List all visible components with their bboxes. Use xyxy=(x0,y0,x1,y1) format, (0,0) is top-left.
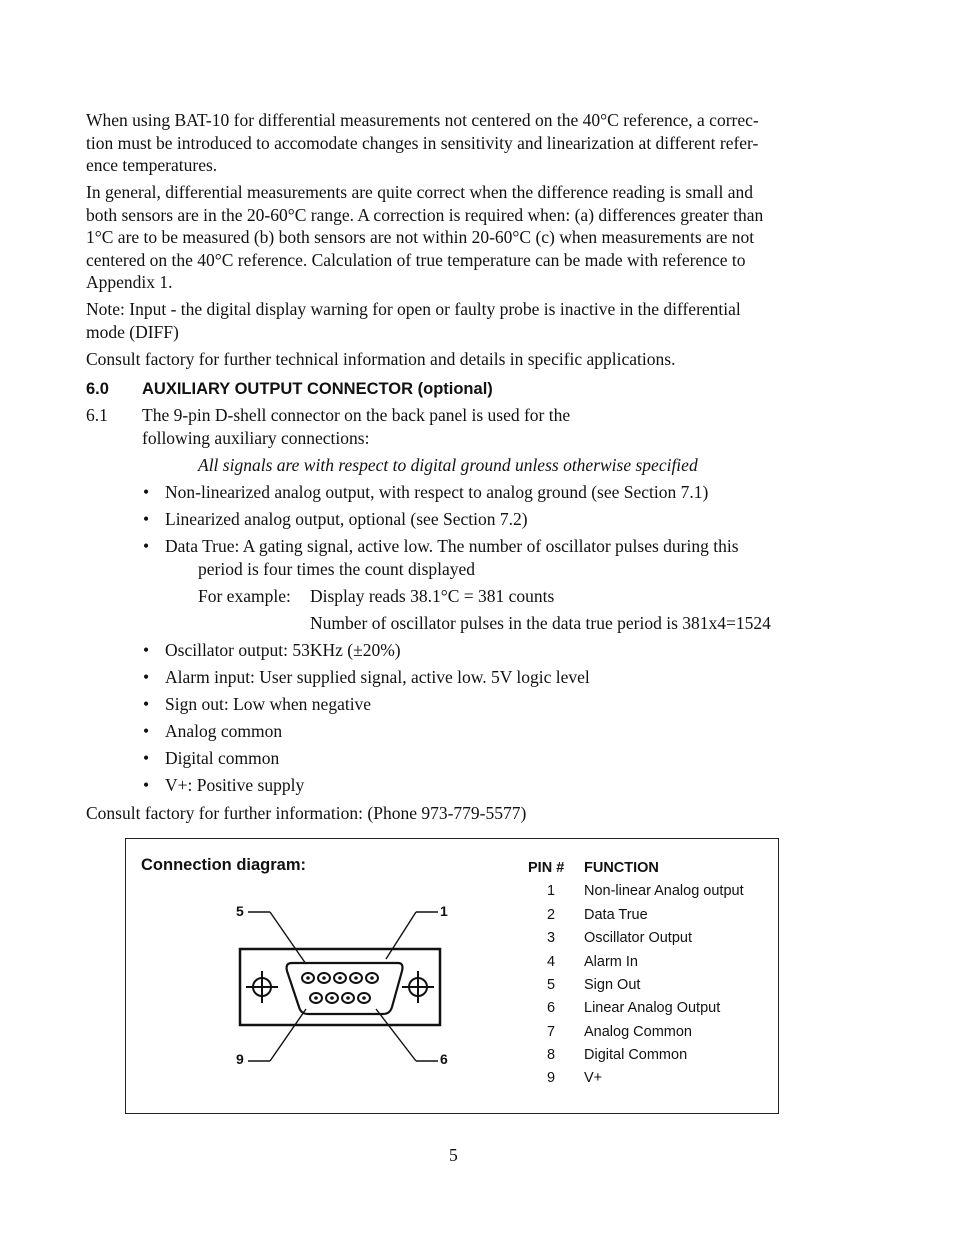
pin-function: Oscillator Output xyxy=(584,930,692,946)
bullet-icon: • xyxy=(143,667,150,687)
paragraph-note-input xyxy=(86,298,826,343)
bullet-icon: • xyxy=(143,694,150,714)
d-shell-connector-icon xyxy=(226,899,466,1079)
list-item xyxy=(0,667,900,689)
list-item-text: Data True: A gating signal, active low. The number of oscillator pulses during this xyxy=(165,536,739,556)
list-item xyxy=(0,748,900,770)
text-line: Consult factory for further technical information and details in specific applications. xyxy=(86,349,676,369)
paragraph-differential-correction xyxy=(86,109,826,177)
pin-function: Alarm In xyxy=(584,954,638,970)
list-item-text: Oscillator output: 53KHz (±20%) xyxy=(165,640,401,660)
text-line: ence temperatures. xyxy=(86,155,218,176)
diagram-title: Connection diagram: xyxy=(141,856,307,874)
paragraph-consult-technical xyxy=(86,348,826,371)
list-item xyxy=(0,482,900,504)
pin-label-6: 6 xyxy=(440,1051,448,1067)
pin-function: Non-linear Analog output xyxy=(584,883,744,899)
bullet-icon: • xyxy=(143,721,150,741)
list-item xyxy=(0,536,900,558)
pin-function: Digital Common xyxy=(584,1047,688,1063)
list-item-text: Linearized analog output, optional (see Section 7.2) xyxy=(165,509,528,529)
text-line: mode (DIFF) xyxy=(86,321,179,342)
text-line: 1°C are to be measured (b) both sensors are not within 20-60°C (c) when measurements are not xyxy=(86,227,755,248)
bullet-icon: • xyxy=(143,640,150,660)
bullet-icon: • xyxy=(143,536,150,556)
pin-number: 3 xyxy=(546,930,556,946)
pin-number: 4 xyxy=(546,954,556,970)
bullet-icon: • xyxy=(143,775,150,795)
signals-note: All signals are with respect to digital ground unless otherwise specified xyxy=(198,455,698,475)
connection-diagram-box xyxy=(125,838,779,1114)
data-true-continuation: period is four times the count displayed xyxy=(198,559,476,579)
example-label: For example: xyxy=(198,586,291,606)
subsection-number: 6.1 xyxy=(86,405,108,425)
pin-function: V+ xyxy=(584,1070,603,1086)
text-line: centered on the 40°C reference. Calculation of true temperature can be made with reference to xyxy=(86,249,746,270)
text-line: tion must be introduced to accomodate changes in sensitivity and linearization at different refer- xyxy=(86,132,759,153)
list-item xyxy=(0,775,900,797)
pin-label-1: 1 xyxy=(440,903,448,919)
list-item xyxy=(0,640,900,662)
section-title: AUXILIARY OUTPUT CONNECTOR (optional) xyxy=(142,380,493,398)
subsection-line-2: following auxiliary connections: xyxy=(142,428,370,448)
list-item-text: Non-linearized analog output, with respect to analog ground (see Section 7.1) xyxy=(165,482,709,502)
pin-function: Sign Out xyxy=(584,977,641,993)
pin-number: 7 xyxy=(546,1024,556,1040)
list-item xyxy=(0,509,900,531)
bullet-icon: • xyxy=(143,509,150,529)
bullet-icon: • xyxy=(143,482,150,502)
list-item-text: Analog common xyxy=(165,721,283,741)
function-header: FUNCTION xyxy=(584,860,659,876)
pin-number: 2 xyxy=(546,907,556,923)
list-item-text: V+: Positive supply xyxy=(165,775,305,795)
pin-number: 8 xyxy=(546,1047,556,1063)
pin-header: PIN # xyxy=(528,860,565,876)
text-line: Note: Input - the digital display warning for open or faulty probe is inactive in the differential xyxy=(86,299,741,319)
pin-number: 9 xyxy=(546,1070,556,1086)
text-line: When using BAT-10 for differential measurements not centered on the 40°C reference, a correc- xyxy=(86,110,759,130)
list-item xyxy=(0,694,900,716)
subsection-line-1: The 9-pin D-shell connector on the back panel is used for the xyxy=(142,405,571,425)
list-item-text: Sign out: Low when negative xyxy=(165,694,372,714)
bullet-icon: • xyxy=(143,748,150,768)
text-line: Appendix 1. xyxy=(86,272,173,293)
example-line-1: Display reads 38.1°C = 381 counts xyxy=(310,586,555,606)
list-item-text: Alarm input: User supplied signal, active low. 5V logic level xyxy=(165,667,590,687)
text-line: In general, differential measurements are quite correct when the difference reading is small and xyxy=(86,182,753,202)
example-line-2: Number of oscillator pulses in the data true period is 381x4=1524 xyxy=(310,613,771,633)
list-item-text: Digital common xyxy=(165,748,280,768)
pin-number: 1 xyxy=(546,883,556,899)
section-number: 6.0 xyxy=(86,380,109,398)
pin-function: Linear Analog Output xyxy=(584,1000,721,1016)
list-item xyxy=(0,721,900,743)
text-line: both sensors are in the 20-60°C range. A correction is required when: (a) differences greater than xyxy=(86,204,764,225)
pin-label-5: 5 xyxy=(236,903,244,919)
pin-function: Analog Common xyxy=(584,1024,692,1040)
pin-label-9: 9 xyxy=(236,1051,244,1067)
consult-phone: Consult factory for further information: (Phone 973-779-5577) xyxy=(86,803,527,823)
pin-number: 6 xyxy=(546,1000,556,1016)
pin-function: Data True xyxy=(584,907,648,923)
page-number: 5 xyxy=(449,1145,458,1165)
pin-number: 5 xyxy=(546,977,556,993)
paragraph-general-differential xyxy=(86,181,826,294)
